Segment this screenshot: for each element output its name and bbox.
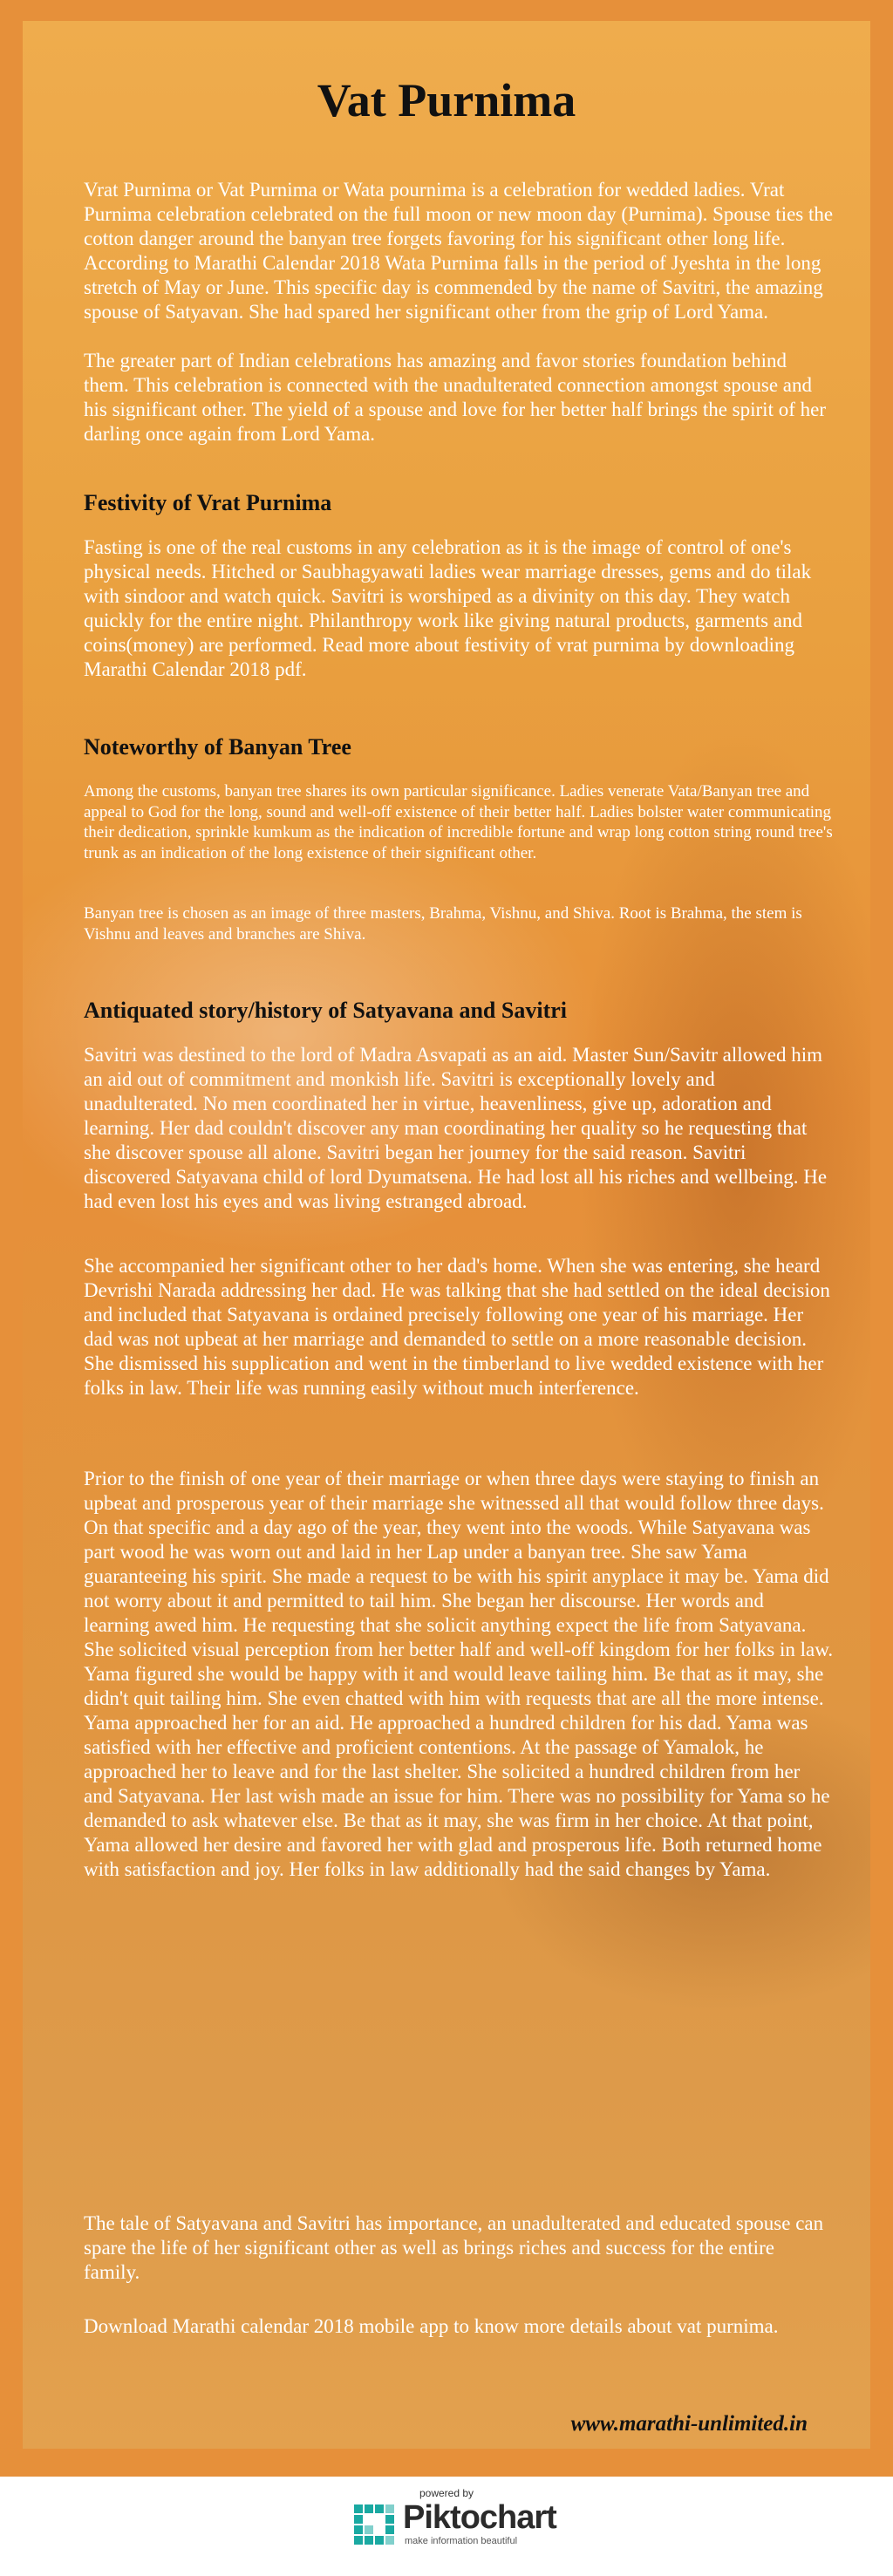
piktochart-logo[interactable] [352,2499,556,2550]
story-heading: Antiquated story/history of Satyavana and Savitri [84,998,567,1023]
banyan-heading: Noteworthy of Banyan Tree [84,734,351,760]
story-paragraph-1: Savitri was destined to the lord of Madra Asvapati as an aid. Master Sun/Savitr allowed him an aid out of commitment and monkish life. Savitri is exceptionally lovely and unadulterated. No men coordinated her in virtue, heavenliness, give up, adoration and learning. Her dad couldn't discover any man coordinating her quality so he requesting that she discover spouse all alone. Savitri began her journey for the said reason. Savitri discovered Satyavana child of lord Dyumatsena. He had lost all his riches and wellbeing. He had even lost his eyes and was living estranged abroad. [84,1044,828,1212]
content-panel [23,21,870,2449]
banyan-paragraph-2: Banyan tree is chosen as an image of three masters, Brahma, Vishnu, and Shiva. Root is Brahma, the stem is Vishnu and leaves and branches are Shiva. [84,904,802,944]
page-title: Vat Purnima [317,74,576,126]
festivity-paragraph: Fasting is one of the real customs in any celebration as it is the image of control of one's physical needs. Hitched or Saubhagyawati ladies wear marriage dresses, gems and do tilak with sindoor and watch quick. Savitri is worshiped as a divinity on this day. They watch quickly for the entire night. Philanthropy work like giving natural products, garments and coins(money) are performed. Read more about festivity of vrat purnima by downloading Marathi Calendar 2018 pdf. [84,536,812,680]
piktochart-tagline: make information beautiful [405,2536,518,2546]
powered-by-label: powered by [419,2487,474,2499]
piktochart-brand-name: Piktochart [403,2499,556,2536]
banyan-paragraph-1: Among the customs, banyan tree shares its own particular significance. Ladies venerate Vata/Banyan tree and appeal to God for the long, sound and well-off existence of their better half. Ladies bolster water communicating their dedication, sprinkle kumkum as the indication of incredible fortune and wrap long cotton string round tree's trunk as an indication of the long existence of their significant other. [84,782,833,862]
story-paragraph-5: Download Marathi calendar 2018 mobile app to know more details about vat purnima. [84,2315,779,2337]
intro-paragraph-3: The greater part of Indian celebrations has amazing and favor stories foundation behind them. This celebration is connected with the unadulterated connection amongst spouse and his significant other. The yield of a spouse and love for her better half brings the spirit of her darling once again from Lord Yama. [84,350,826,445]
website-link[interactable]: www.marathi-unlimited.in [570,2412,808,2436]
story-paragraph-4: The tale of Satyavana and Savitri has importance, an unadulterated and educated spouse can spare the life of her significant other as well as brings riches and success for the entire family. [84,2212,824,2283]
story-paragraph-3: Prior to the finish of one year of their marriage or when three days were staying to finish an upbeat and prosperous year of their marriage she witnessed all that would follow three days. On that specific and a day ago of the year, they went into the woods. While Satyavana was part wood he was worn out and laid in her Lap under a banyan tree. She saw Yama guaranteeing his spirit. She made a request to be with his spirit anyplace it may be. Yama did not worry about it and permitted to tail him. She began her discourse. Her words and learning awed him. He requesting that she solicit anything expect the life from Satyavana. She solicited visual perception from her better half and well-off kingdom for her folks in law. Yama figured she would be happy with it and would leave tailing him. Be that as it may, she didn't quit tailing him. She even chatted with him with requests that are all the more intense. Yama approached her for an aid. He approached a hundred children for his dad. Yama was satisfied with her effective and proficient contentions. At the passage of Yamalok, he approached her to leave and for the last shelter. She solicited a hundred children from her and Satyavana. Her last wish made an issue for him. There was no possibility for Yama so he demanded to ask whatever else. Be that as it may, she was firm in her choice. At that point, Yama allowed her desire and favored her with glad and prosperous life. Both returned home with satisfaction and joy. Her folks in law additionally had the said changes by Yama. [84,1468,834,1880]
story-paragraph-2: She accompanied her significant other to her dad's home. When she was entering, she heard Devrishi Narada addressing her dad. He was talking that she had settled on the ideal decision and included that Satyavana is ordained precisely following one year of his marriage. Her dad was not upbeat at her marriage and demanded to settle on a more reasonable decision. She dismissed his supplication and went in the timberland to live wedded existence with her folks in law. Their life was running easily without much interference. [84,1255,830,1399]
intro-paragraph-1: Vrat Purnima or Vat Purnima or Wata pournima is a celebration for wedded ladies. Vrat Purnima celebration celebrated on the full moon or new moon day (Purnima). Spouse ties the cotton danger around the banyan tree forgets favoring for his significant other long life. [84,179,834,249]
intro-paragraph-2: According to Marathi Calendar 2018 Wata Purnima falls in the period of Jyeshta in the long stretch of May or June. This specific day is commended by the name of Savitri, the amazing spouse of Satyavan. She had spared her significant other from the grip of Lord Yama. [84,252,823,323]
festivity-heading: Festivity of Vrat Purnima [84,490,332,515]
